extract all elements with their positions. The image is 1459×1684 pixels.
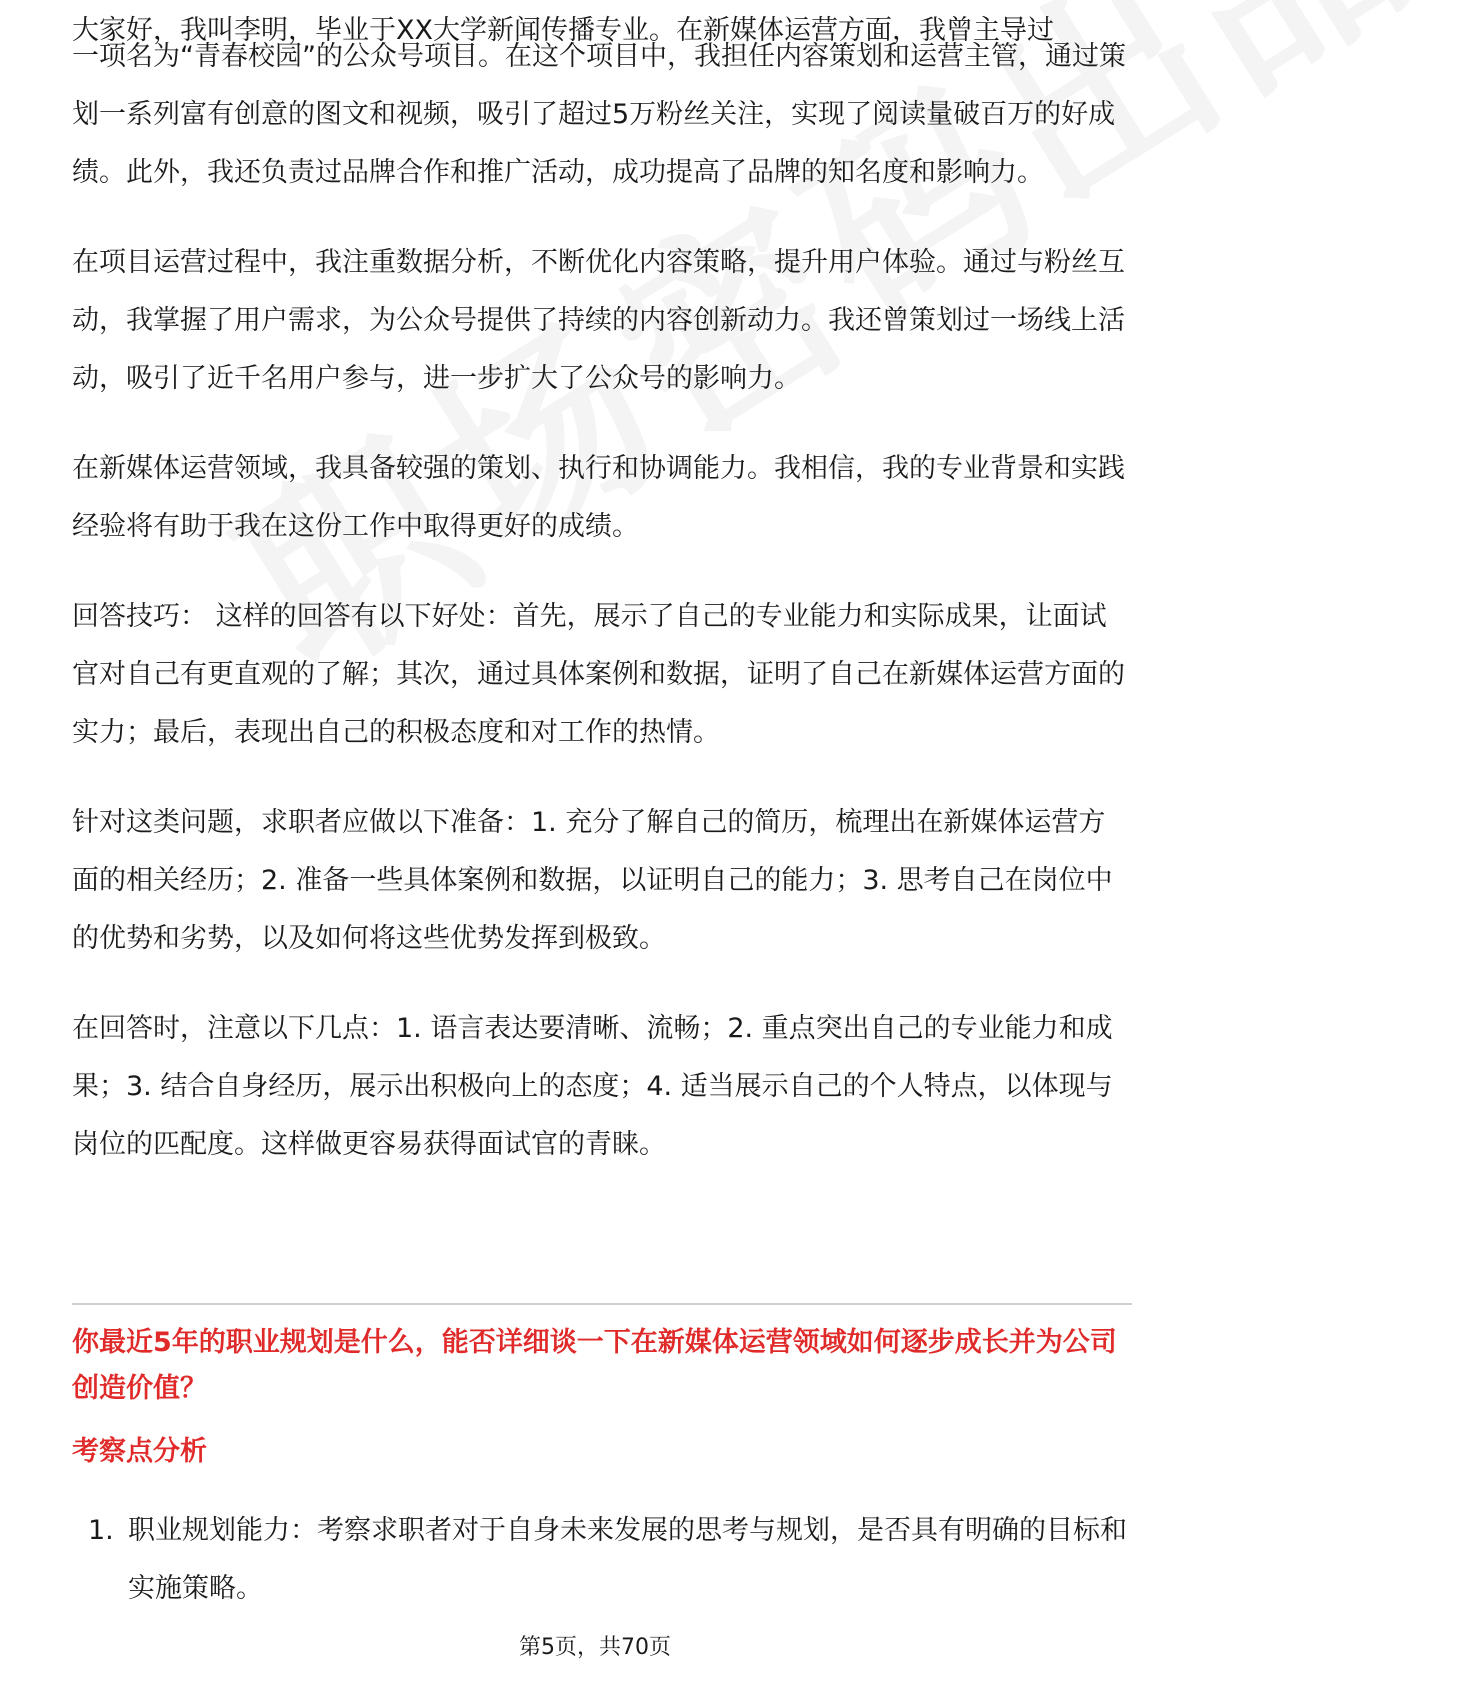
list-text: 职业规划能力：考察求职者对于自身未来发展的思考与规划，是否具有明确的目标和实施策略。 bbox=[128, 1515, 1127, 1604]
paragraph-ability: 在新媒体运营领域，我具备较强的策划、执行和协调能力。我相信，我的专业背景和实践经验将有助于我在这份工作中取得更好的成绩。 bbox=[72, 453, 1125, 542]
paragraph-operation: 在项目运营过程中，我注重数据分析，不断优化内容策略，提升用户体验。通过与粉丝互动，我掌握了用户需求，为公众号提供了持续的内容创新动力。我还曾策划过一场线上活动，吸引了近千名用户参与，进一步扩大了公众号的影响力。 bbox=[72, 247, 1125, 394]
section-divider bbox=[72, 1303, 1132, 1305]
paragraph-notes: 在回答时，注意以下几点：1. 语言表达要清晰、流畅；2. 重点突出自己的专业能力和成果；3. 结合自身经历，展示出积极向上的态度；4. 适当展示自己的个人特点，以体现与岗位的匹配度。这样做更容易获得面试官的青睐。 bbox=[72, 1013, 1113, 1160]
paragraph-project: 一项名为“青春校园”的公众号项目。在这个项目中，我担任内容策划和运营主管，通过策划一系列富有创意的图文和视频，吸引了超过5万粉丝关注，实现了阅读量破百万的好成绩。此外，我还负责过品牌合作和推广活动，成功提高了品牌的知名度和影响力。 bbox=[72, 41, 1126, 188]
paragraph-preparation: 针对这类问题，求职者应做以下准备：1. 充分了解自己的简历，梳理出在新媒体运营方面的相关经历；2. 准备一些具体案例和数据，以证明自己的能力；3. 思考自己在岗位中的优势和劣势，以及如何将这些优势发挥到极致。 bbox=[72, 807, 1113, 954]
list-item bbox=[88, 1502, 1128, 1618]
page-footer: 第5页，共70页 bbox=[519, 1635, 671, 1660]
paragraph-tips: 回答技巧： 这样的回答有以下好处：首先，展示了自己的专业能力和实际成果，让面试官对自己有更直观的了解；其次，通过具体案例和数据，证明了自己在新媒体运营方面的实力；最后，表现出自己的积极态度和对工作的热情。 bbox=[72, 601, 1125, 748]
list-number: 1. bbox=[88, 1515, 114, 1546]
question-heading: 你最近5年的职业规划是什么，能否详细谈一下在新媒体运营领域如何逐步成长并为公司创造价值？ bbox=[72, 1327, 1117, 1404]
cut-off-line: 大家好，我叫李明，毕业于XX大学新闻传播专业。在新媒体运营方面，我曾主导过 bbox=[72, 15, 1054, 46]
document-body bbox=[72, 0, 1132, 1174]
analysis-heading: 考察点分析 bbox=[72, 1436, 207, 1467]
